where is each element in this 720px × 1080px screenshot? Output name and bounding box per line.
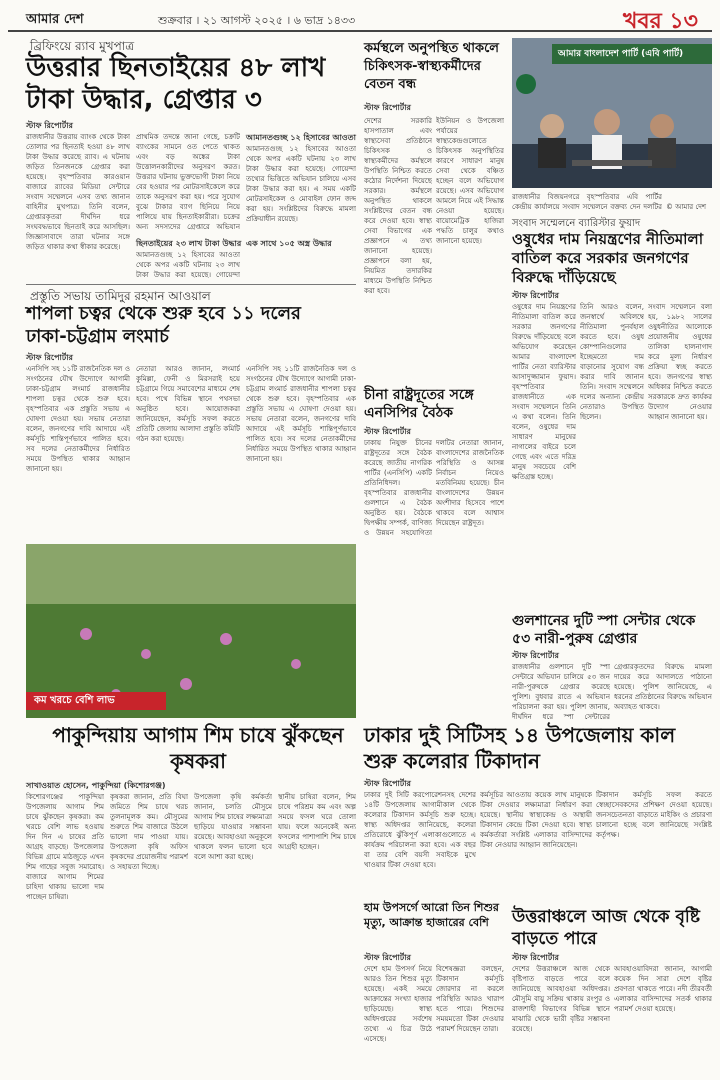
story2-byline: স্টাফ রিপোর্টার <box>26 353 73 362</box>
photo-credit: © আমার দেশ <box>666 203 707 211</box>
story9-headline[interactable]: হাম উপসর্গে আরো তিন শিশুর মৃত্যু, আক্রান্ত হাজারের বেশি <box>364 901 499 929</box>
story2-headline[interactable]: শাপলা চত্বর থেকে শুরু হবে ১১ দলের ঢাকা-চট্টগ্রাম লংমার্চ <box>26 303 301 347</box>
story10-col2: আবহাওয়াবিদরা জানান, আগামী কয়েক দিন সারা দেশে বৃষ্টির প্রবণতা থাকতে পারে। নদী তীরবর্তী এলাকার বাসিন্দাদের সতর্ক থাকার পরামর্শ দেওয়া হয়েছে। <box>614 965 712 1013</box>
story2-col3: এনসিপি সহ ১১টি রাজনৈতিক দল ও সংগঠনের যৌথ উদ্যোগে আগামী ঢাকা-চট্টগ্রাম লংমার্চ রাজধানীর শাপলা চত্বর থেকে শুরু হবে। বৃহস্পতিবার এক প্রস্তুতি সভায় এ ঘোষণা দেওয়া হয়। সভায় নেতারা বলেন, জনগণের দাবি আদায়ে এই কর্মসূচি শান্তিপূর্ণভাবে পালিত হবে। সব দলের নেতাকর্মীদের নির্ধারিত সময়ে উপস্থিত থাকার আহ্বান জানানো হয়। <box>246 365 356 463</box>
story1-headline[interactable]: উত্তরার ছিনতাইয়ের ৪৮ লাখ টাকা উদ্ধার, গ্রেপ্তার ৩ <box>26 53 326 115</box>
story5-col1: ওষুধের দাম নিয়ন্ত্রণের নীতিমালা বাতিল করে সরকার জনগণের বিরুদ্ধে দাঁড়িয়েছে বলে অভিযোগ করেছেন আমার বাংলাদেশ পার্টির নেতা ব্যারিস্টার আসাদুজ্জামান ফুয়াদ। বৃহস্পতিবার রাজধানীতে এক সংবাদ সম্মেলনে তিনি এ কথা বলেন। তিনি বলেন, ওষুধের দাম সাধারণ মানুষের নাগালের বাইরে চলে গেছে এবং এতে দরিদ্র মানুষ সবচেয়ে বেশি ক্ষতিগ্রস্ত হচ্ছে। <box>512 303 576 481</box>
story8-headline[interactable]: পাকুন্দিয়ায় আগাম শিম চাষে ঝুঁকছেন কৃষকরা <box>52 723 344 773</box>
story1-col1: রাজধানীর উত্তরায় ব্যাংক থেকে টাকা তোলার পর ছিনতাই হওয়া ৪৮ লাখ টাকা উদ্ধার করেছে র‍্যাব। এ ঘটনায় জড়িত তিনজনকে গ্রেপ্তার করা হয়েছে। বৃহস্পতিবার কারওয়ান বাজারে র‍্যাবের মিডিয়া সেন্টারে সংবাদ সম্মেলনে এসব তথ্য জানান বাহিনীর মুখপাত্র। তিনি বলেন, গ্রেপ্তারকৃতরা দীর্ঘদিন ধরে সংঘবদ্ধভাবে ছিনতাই করে আসছিল। জিজ্ঞাসাবাদে তারা ঘটনার সঙ্গে জড়িত থাকার কথা স্বীকার করেছে। <box>26 133 130 251</box>
story9-col2: বিশেষজ্ঞরা বলছেন, টিকাদান কর্মসূচি জোরদার না করলে পরিস্থিতি আরও খারাপ হতে পারে। শিশুদের সময়মতো টিকা দেওয়ার পরামর্শ দিয়েছেন তারা। <box>436 965 504 1033</box>
story2-col2: নেতারা আরও জানান, লংমার্চ কুমিল্লা, ফেনী ও মিরসরাই হয়ে চট্টগ্রামে গিয়ে সমাবেশের মাধ্যমে শেষ হবে। পথে বিভিন্ন স্থানে পথসভা অনুষ্ঠিত হবে। আয়োজকরা জানিয়েছেন, কর্মসূচি সফল করতে প্রতিটি জেলায় আলাদা প্রস্তুতি কমিটি গঠন করা হয়েছে। <box>136 365 240 443</box>
story5-byline: স্টাফ রিপোর্টার <box>512 291 559 300</box>
story1-sub3: এক সাথে ১০৫ অস্ত্র উদ্ধার <box>246 239 332 248</box>
story8-col1: কিশোরগঞ্জের পাকুন্দিয়া উপজেলায় আগাম শিম চাষে ঝুঁকছেন কৃষকরা। কম খরচে বেশি লাভ হওয়ায় দিন দিন এ চাষের প্রতি আগ্রহ বাড়ছে। উপজেলার বিভিন্ন গ্রামে মাঠজুড়ে এখন শিম গাছের সবুজ সমারোহ। বাজারে আগাম শিমের চাহিদা থাকায় ভালো দাম পাচ্ছেন চাষিরা। <box>26 793 104 901</box>
story10-byline: স্টাফ রিপোর্টার <box>512 953 559 962</box>
story4-byline: স্টাফ রিপোর্টার <box>364 427 411 436</box>
story1-kicker: ব্রিফিংয়ে র‍্যাব মুখপাত্র <box>30 39 135 53</box>
issue-date: শুক্রবার । ২১ আগস্ট ২০২৫ । ৬ ভাদ্র ১৪৩৩ <box>158 14 356 27</box>
story6-byline: স্টাফ রিপোর্টার <box>512 651 559 660</box>
bean-field-photo <box>26 544 356 718</box>
story3-col1: দেশের সরকারি হাসপাতাল এবং স্বাস্থ্যসেবা প্রতিষ্ঠানে চিকিৎসক ও স্বাস্থ্যকর্মীদের কর্মস্থলে উপস্থিতি নিশ্চিত করতে কঠোর নির্দেশনা দিয়েছে সরকার। কর্মস্থলে অনুপস্থিত থাকলে সংশ্লিষ্টদের বেতন বন্ধ করে দেওয়া হবে। স্বাস্থ্য সেবা বিভাগের এক প্রজ্ঞাপনে এ তথ্য জানানো হয়েছে। প্রজ্ঞাপনে বলা হয়, নিয়মিত তদারকির মাধ্যমে উপস্থিতি নিশ্চিত করা হবে। <box>364 117 432 295</box>
story8-col3: উপজেলা কৃষি কর্মকর্তা জানান, চলতি মৌসুমে আগাম শিম চাষের লক্ষ্যমাত্রা ছাড়িয়ে যাওয়ার সম্ভাবনা রয়েছে। আবহাওয়া অনুকূলে থাকলে ফলন ভালো হবে বলে আশা করা হচ্ছে। <box>194 793 272 861</box>
story5-col3: সংবাদ সম্মেলনে বলা হয়, ১৯৮২ সালের ওষুধনীতির আলোকে প্রয়োজনীয় ওষুধের তালিকা হালনাগাদ করে মূল্য নির্ধারণ প্রক্রিয়া স্বচ্ছ করতে হবে। জনগণের স্বাস্থ্য অধিকার নিশ্চিত করতে সরকারকে দ্রুত কার্যকর উদ্যোগ নেওয়ার আহ্বান জানানো হয়। <box>648 303 712 421</box>
section-title: খবর ১৩ <box>622 9 698 34</box>
photo-banner: আমার বাংলাদেশ পার্টি (এবি পার্টি) <box>552 44 712 64</box>
story7-byline: স্টাফ রিপোর্টার <box>364 779 411 788</box>
story6-headline[interactable]: গুলশানের দুটি স্পা সেন্টার থেকে ৫৩ নারী-পুরুষ গ্রেপ্তার <box>512 613 696 647</box>
divider <box>26 284 356 285</box>
story5-col2: তিনি আরও বলেন, জনস্বার্থে অবিলম্বে নীতিমালা পুনর্বহাল করতে হবে। ওষুধ কোম্পানিগুলোর ইচ্ছেমতো দাম বাড়ানোর সুযোগ বন্ধ করার দাবি জানান তিনি। সংবাদ সম্মেলনে দলের অন্যান্য কেন্দ্রীয় নেতারাও উপস্থিত ছিলেন। <box>580 303 644 421</box>
story5-kicker: সংবাদ সম্মেলনে ব্যারিস্টার ফুয়াদ <box>512 218 641 229</box>
story1-col2: প্রাথমিক তদন্তে জানা গেছে, চক্রটি ব্যাংকের সামনে ওত পেতে থাকত এবং বড় অঙ্কের টাকা উত্তোলনকারীদের অনুসরণ করত। উত্তরার ঘটনায় ভুক্তভোগী টাকা নিয়ে বের হওয়ার পর মোটরসাইকেলে করে তাকে অনুসরণ করা হয়। পরে সুযোগ বুঝে টাকার ব্যাগ ছিনিয়ে নিয়ে পালিয়ে যায় ছিনতাইকারীরা। চক্রের অন্য সদস্যদের গ্রেপ্তারে অভিযান <box>136 133 240 231</box>
story2-col1: এনসিপি সহ ১১টি রাজনৈতিক দল ও সংগঠনের যৌথ উদ্যোগে আগামী ঢাকা-চট্টগ্রাম লংমার্চ রাজধানীর শাপলা চত্বর থেকে শুরু হবে। বৃহস্পতিবার এক প্রস্তুতি সভায় এ ঘোষণা দেওয়া হয়। সভায় নেতারা বলেন, জনগণের দাবি আদায়ে এই কর্মসূচি শান্তিপূর্ণভাবে পালিত হবে। সব দলের নেতাকর্মীদের নির্ধারিত সময়ে উপস্থিত থাকার আহ্বান জানানো হয়। <box>26 365 130 473</box>
story4-headline[interactable]: চীনা রাষ্ট্রদূতের সঙ্গে এনসিপির বৈঠক <box>364 387 474 421</box>
story8-col2: কৃষকরা জানান, প্রতি বিঘা জমিতে শিম চাষে খরচ তুলনামূলক কম। মৌসুমের শুরুতে শিম বাজারে উঠলে ভালো দাম পাওয়া যায়। উপজেলা কৃষি অফিস কৃষকদের প্রয়োজনীয় পরামর্শ ও সহায়তা দিচ্ছে। <box>110 793 188 871</box>
story8-col4: স্থানীয় চাষিরা বলেন, শিম চাষে পরিশ্রম কম এবং অল্প সময়ে ফসল ঘরে তোলা যায়। ফলে অনেকেই অন্য ফসলের পাশাপাশি শিম চাষে আগ্রহী হচ্ছেন। <box>278 793 356 851</box>
story3-col2: ইউনিয়ন ও উপজেলা পর্যায়ের স্বাস্থ্যকেন্দ্রগুলোতে চিকিৎসক অনুপস্থিতির কারণে সাধারণ মানুষ সেবা থেকে বঞ্চিত হচ্ছেন বলে অভিযোগ রয়েছে। এসব অভিযোগ আমলে নিয়ে এই সিদ্ধান্ত নেওয়া হয়েছে। বায়োমেট্রিক হাজিরা পদ্ধতি চালুর কথাও জানানো হয়েছে। <box>436 117 504 245</box>
story10-col1: দেশের উত্তরাঞ্চলে আজ থেকে বৃষ্টিপাত বাড়তে পারে বলে জানিয়েছে আবহাওয়া অধিদপ্তর। মৌসুমি বায়ু সক্রিয় থাকায় রংপুর ও রাজশাহী বিভাগের বিভিন্ন স্থানে মাঝারি থেকে ভারী বৃষ্টির সম্ভাবনা রয়েছে। <box>512 965 610 1033</box>
story1-col3: আমানতগুচ্ছ ১২ হিসাবের আওতা থেকে অপর একটি ঘটনায় ২৩ লাখ টাকা উদ্ধার করা হয়েছে। গোয়েন্দা <box>136 251 240 279</box>
photo-caption: রাজধানীর বিজয়নগরে বৃহস্পতিবার এবি পার্টির কেন্দ্রীয় কার্যালয়ে সংবাদ সম্মেলনে বক্তব্য দেন দলটির <box>512 193 662 211</box>
story4-col1: ঢাকায় নিযুক্ত চীনের রাষ্ট্রদূতের সঙ্গে বৈঠক করেছে জাতীয় নাগরিক পার্টির (এনসিপি) একটি প্রতিনিধিদল। বৃহস্পতিবার রাজধানীর গুলশানে এ বৈঠক অনুষ্ঠিত হয়। বৈঠকে দ্বিপক্ষীয় সম্পর্ক, বাণিজ্য ও উন্নয়ন সহযোগিতা <box>364 439 432 537</box>
photo-label: কম খরচে বেশি লাভ <box>26 692 166 710</box>
story6-col2: গ্রেপ্তারকৃতদের বিরুদ্ধে মামলা দায়ের করে আদালতে পাঠানো হয়েছে। পুলিশ জানিয়েছে, এ ধরনের প্রতিষ্ঠানের বিরুদ্ধে অভিযান অব্যাহত থাকবে। <box>614 663 712 711</box>
story10-headline[interactable]: উত্তরাঞ্চলে আজ থেকে বৃষ্টি বাড়তে পারে <box>512 907 700 949</box>
story3-headline[interactable]: কর্মস্থলে অনুপস্থিত থাকলে চিকিৎসক-স্বাস্থ্যকর্মীদের বেতন বন্ধ <box>364 41 499 92</box>
story7-col2: কর্মসূচির আওতায় কয়েক লাখ মানুষকে টিকা দেওয়ার লক্ষ্যমাত্রা নির্ধারণ করা হয়েছে। স্থানীয় স্বাস্থ্যকেন্দ্র ও অস্থায়ী টিকাদান কেন্দ্রে টিকা দেওয়া হবে। স্বাস্থ্য কর্মকর্তারা সংশ্লিষ্ট এলাকার বাসিন্দাদের টিকা নেওয়ার আহ্বান জানিয়েছেন। <box>480 791 592 849</box>
story7-col3: টিকাদান কর্মসূচি সফল করতে স্বেচ্ছাসেবকদের প্রশিক্ষণ দেওয়া হয়েছে। জনসচেতনতা বাড়াতে মাইকিং ও প্রচারণা চালানো হচ্ছে বলে জানিয়েছে সংশ্লিষ্ট কর্তৃপক্ষ। <box>596 791 712 839</box>
story6-col1: রাজধানীর গুলশানে দুটি স্পা সেন্টারে অভিযান চালিয়ে ৫৩ জন নারী-পুরুষকে গ্রেপ্তার করেছে পুলিশ। বুধবার রাতে এ অভিযান পরিচালনা করা হয়। পুলিশ জানায়, দীর্ঘদিন ধরে স্পা সেন্টারের <box>512 663 610 720</box>
story1-sub1: ছিনতাইয়ের ২৩ লাখ টাকা উদ্ধার <box>136 239 242 248</box>
story1-col3b: আমানতগুচ্ছ ১২ হিসাবের আওতা থেকে অপর একটি ঘটনায় ২৩ লাখ টাকা উদ্ধার করা হয়েছে। গোয়েন্দা তথ্যের ভিত্তিতে অভিযান চালিয়ে এসব টাকা উদ্ধার করা হয়। এ সময় একটি মোটরসাইকেল ও মোবাইল ফোন জব্দ করা হয়। সংশ্লিষ্টদের বিরুদ্ধে মামলা প্রক্রিয়াধীন রয়েছে। <box>246 145 356 223</box>
story7-col1: ঢাকার দুই সিটি করপোরেশনসহ দেশের ১৪টি উপজেলায় আগামীকাল থেকে কলেরার টিকাদান কর্মসূচি শুরু হচ্ছে। স্বাস্থ্য অধিদপ্তর জানিয়েছে, কলেরা প্রতিরোধে ঝুঁকিপূর্ণ এলাকাগুলোতে এ কার্যক্রম পরিচালনা করা হবে। এক বছর বা তার বেশি বয়সী সবাইকে মুখে খাওয়ার টিকা দেওয়া হবে। <box>364 791 476 869</box>
story1-sub2: আমানতগুচ্ছ ১২ হিসাবের আওতা <box>246 133 356 142</box>
masthead <box>8 6 712 32</box>
story2-kicker: প্রস্তুতি সভায় তামিদুর রহমান আওয়াল <box>30 289 211 303</box>
press-conference-photo <box>512 38 712 188</box>
press-conference-illustration <box>512 64 712 188</box>
story4-col2: দলটির নেতারা জানান, বাংলাদেশের রাজনৈতিক পরিস্থিতি ও আসন্ন নির্বাচন নিয়েও মতবিনিময় হয়েছে। চীন বাংলাদেশের উন্নয়ন অংশীদার হিসেবে পাশে থাকবে বলে আশ্বাস দিয়েছেন রাষ্ট্রদূত। <box>436 439 504 527</box>
story3-byline: স্টাফ রিপোর্টার <box>364 103 411 112</box>
story7-headline[interactable]: ঢাকার দুই সিটিসহ ১৪ উপজেলায় কাল শুরু কলেরার টিকাদান <box>364 723 676 773</box>
story8-byline: সাখাওয়াত হোসেন, পাকুন্দিয়া (কিশোরগঞ্জ) <box>26 781 166 790</box>
story9-byline: স্টাফ রিপোর্টার <box>364 953 411 962</box>
story5-headline[interactable]: ওষুধের দাম নিয়ন্ত্রণের নীতিমালা বাতিল করে সরকার জনগণের বিরুদ্ধে দাঁড়িয়েছে <box>512 230 704 286</box>
story9-col1: দেশে হাম উপসর্গ নিয়ে আরও তিন শিশুর মৃত্যু হয়েছে। একই সময়ে আক্রান্তের সংখ্যা হাজার ছাড়িয়েছে। স্বাস্থ্য অধিদপ্তরের সর্বশেষ তথ্যে এ চিত্র উঠে এসেছে। <box>364 965 432 1043</box>
story1-byline: স্টাফ রিপোর্টার <box>26 121 73 130</box>
paper-name: আমার দেশ <box>26 12 84 27</box>
